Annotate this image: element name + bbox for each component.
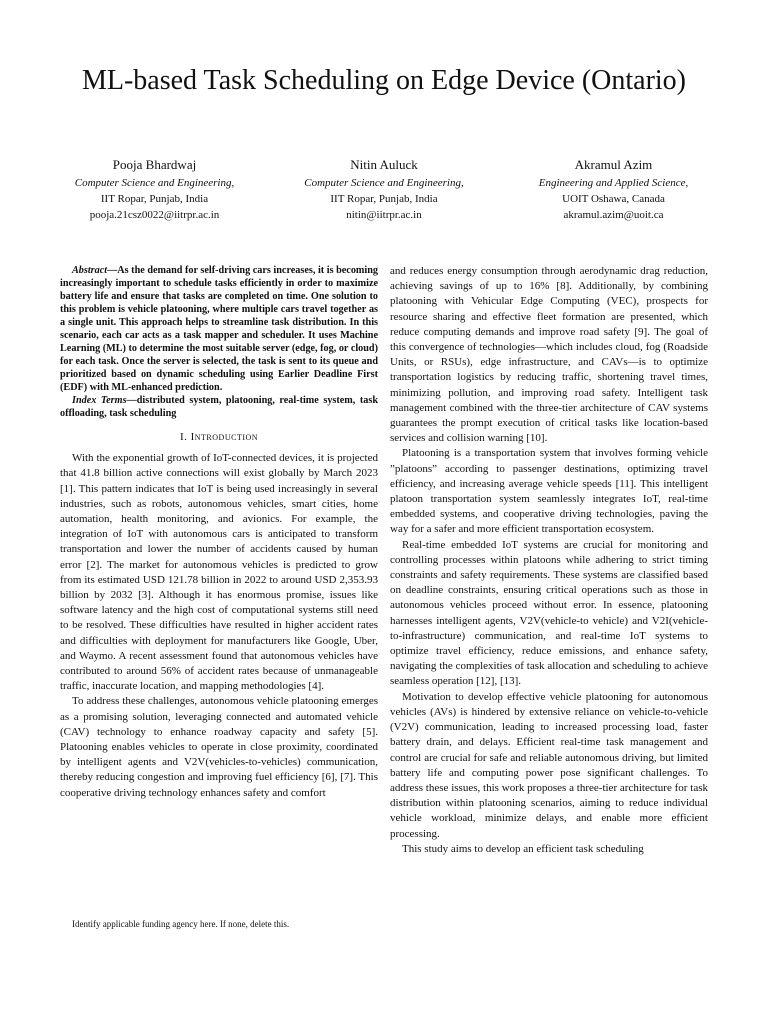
author-name: Akramul Azim <box>574 157 653 172</box>
author-email: pooja.21csz0022@iitrpr.ac.in <box>89 209 220 221</box>
author-email: akramul.azim@uoit.ca <box>563 209 664 221</box>
author-dept: Computer Science and Engineering, <box>74 177 235 189</box>
section-heading-introduction <box>60 430 378 445</box>
author-2 <box>270 156 499 223</box>
abstract-text: —As the demand for self-driving cars increases, it is becoming increasingly important to schedule tasks efficiently in order to maximize battery life and ensure that tasks are completed on time. One solution to this problem is vehicle platooning, where multiple cars travel together as a single unit. This approach helps to streamline task distribution. In this scenario, each car acts as a task mapper and scheduler. It uses Machine Learning (ML) to determine the most suitable server (edge, fog, or cloud) for each task. Once the server is selected, the task is sent to its queue and prioritized based on dynamic scheduling using Earlier Deadline First (EDF) with ML-enhanced prediction. <box>60 265 378 393</box>
author-1 <box>40 156 269 223</box>
abstract <box>60 264 378 394</box>
paper-title: ML-based Task Scheduling on Edge Device (Ontario) <box>81 65 687 96</box>
abstract-label: Abstract <box>72 265 108 276</box>
paragraph: Real-time embedded IoT systems are crucial for monitoring and controlling processes within platoons while adhering to strict timing constraints and safety requirements. These systems are classified based on deadline constraints, ensuring critical operations such as those in autonomous vehicles proceed without error. In essence, platooning harnesses intelligent agents, V2V(vehicle-to vehicle) and V2I(vehicle-to-infrastructure) communication, and real-time IoT systems to optimize travel efficiency, reduce emissions, and enhance safety, navigating the complexities of task allocation and scheduling to achieve seamless operation [12], [13]. <box>390 538 708 688</box>
author-institution: IIT Ropar, Punjab, India <box>330 193 438 205</box>
left-column <box>60 264 378 801</box>
paragraph: To address these challenges, autonomous vehicle platooning emerges as a promising solution, leveraging connected and automated vehicle (CAV) technology to enhance roadway capacity and safety [5]. Platooning enables vehicles to operate in close proximity, coordinated by intelligent agents and V2V(vehicles-to-vehicles) communication, thereby reducing congestion and improving fuel efficiency [6], [7]. This cooperative driving technology enhances safety and comfort <box>60 695 378 799</box>
index-terms-label: Index Terms <box>72 395 127 406</box>
section-title: Introduction <box>190 431 259 443</box>
author-dept: Engineering and Applied Science, <box>538 177 689 189</box>
footnote: Identify applicable funding agency here. If none, delete this. <box>72 919 290 929</box>
section-number: I. <box>179 431 188 443</box>
author-email: nitin@iitrpr.ac.in <box>346 209 422 221</box>
paragraph: Motivation to develop effective vehicle platooning for autonomous vehicles (AVs) is hindered by extensive reliance on vehicle-to-vehicle (V2V) communication, leading to increased processing load, faster battery drain, and delays. Efficient real-time task management and control are crucial for safe and reliable autonomous driving, but limited battery life and computing power pose significant challenges. To address these issues, this work proposes a three-tier architecture for task distribution within platooning scenarios, aiming to reduce individual vehicle workload, minimize delays, and enable more efficient processing. <box>390 690 708 840</box>
author-dept: Computer Science and Engineering, <box>304 177 464 189</box>
paragraph: Platooning is a transportation system that involves forming vehicle ”platoons” according to passenger destinations, optimizing travel efficiency, and increasing average vehicle speeds [11]. This intelligent platoon transportation system seamlessly integrates IoT, real-time embedded systems, and cooperative driving technologies, paving the way for a safer and more efficient transportation ecosystem. <box>390 447 708 536</box>
index-terms-text: —distributed system, platooning, real-time system, task offloading, task scheduling <box>60 395 378 419</box>
paragraph: This study aims to develop an efficient task scheduling <box>402 842 644 855</box>
paragraph: and reduces energy consumption through aerodynamic drag reduction, achieving savings of up to 16% [8]. Additionally, by combining platooning with Vehicular Edge Computing (VEC), prospects for resource sharing and effective fleet formation are presented, which reduce computing demands and improve road safety [9]. The goal of this convergence of technologies—which includes cloud, fog (Roadside Units, or RSUs), edge infrastructure, and CAVs—is to optimize transportation logistics by reducing traffic, shortening travel times, minimizing pollution, and improving road safety. Intelligent task management combined with the three-tier architecture of CAV systems guarantees the prompt execution of critical tasks like location-based services and collision warning [10]. <box>390 265 708 445</box>
right-column <box>390 264 708 857</box>
author-name: Pooja Bhardwaj <box>112 157 197 172</box>
index-terms <box>60 394 378 420</box>
author-name: Nitin Auluck <box>350 157 418 172</box>
author-3 <box>499 156 728 223</box>
author-institution: IIT Ropar, Punjab, India <box>100 193 209 205</box>
paragraph: With the exponential growth of IoT-connected devices, it is projected that 41.8 billion active connections will exist globally by March 2023 [1]. This pattern indicates that IoT is being used increasingly in several industries, such as robots, autonomous vehicles, smart cities, home automation, health monitoring, and avionics. For example, the integration of IoT with autonomous cars is anticipated to transform transportation and lower the number of accidents caused by human error [2]. The market for autonomous vehicles is predicted to grow from its estimated USD 121.78 billion in 2022 to around USD 2,353.93 billion by 2032 [3]. Although it has enormous promise, issues like software latency and the high cost of computational systems still need to be resolved. These difficulties have resulted in higher accident rates and difficulties with deployment for manufacturers like Google, Uber, and Waymo. A recent assessment found that autonomous vehicles have contributed to around 56% of accident rates because of unmanageable traffic, inaccurate location, and mapping methodologies [4]. <box>60 452 378 693</box>
author-block <box>40 156 728 223</box>
author-institution: UOIT Oshawa, Canada <box>562 193 665 205</box>
